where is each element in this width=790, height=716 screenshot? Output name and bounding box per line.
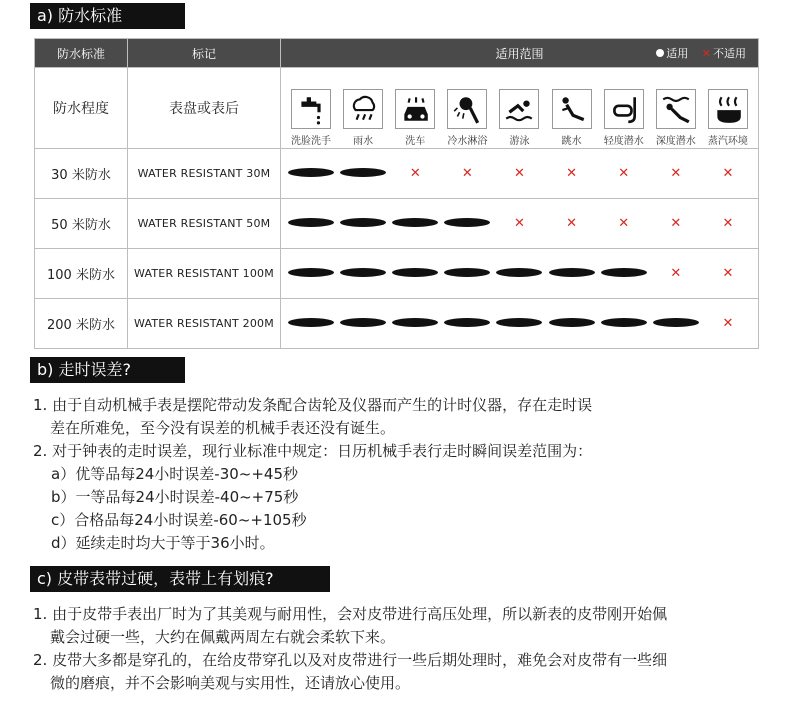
not-applicable-x-icon: ✕ bbox=[566, 166, 578, 181]
applicable-dot-icon bbox=[549, 266, 595, 281]
activity-label: 洗车 bbox=[405, 136, 426, 147]
marking-cell: WATER RESISTANT 50M bbox=[128, 199, 281, 249]
section-c-text bbox=[33, 603, 667, 695]
activity-column bbox=[705, 89, 751, 147]
applicable-dot-icon bbox=[496, 266, 542, 281]
not-applicable-x-icon: ✕ bbox=[722, 216, 734, 231]
applicable-dot-icon bbox=[444, 216, 490, 231]
activity-label: 雨水 bbox=[353, 136, 374, 147]
table-row bbox=[35, 299, 759, 349]
applicable-dot-icon bbox=[392, 216, 438, 231]
depth-cell: 50 米防水 bbox=[35, 199, 128, 249]
not-applicable-x-icon: ✕ bbox=[566, 216, 578, 231]
rain-icon bbox=[343, 89, 383, 129]
table-row bbox=[35, 199, 759, 249]
activity-column bbox=[549, 89, 595, 147]
applicable-dot-icon bbox=[340, 166, 386, 181]
activity-column bbox=[392, 89, 438, 147]
water-resistance-table bbox=[34, 38, 759, 349]
legend-dot-icon bbox=[656, 49, 664, 57]
diving-icon bbox=[552, 89, 592, 129]
applicable-dot-icon bbox=[392, 266, 438, 281]
applicable-dot-icon bbox=[444, 316, 490, 331]
suitability-marks bbox=[281, 316, 758, 331]
applicable-dot-icon bbox=[549, 316, 595, 331]
applicable-dot-icon bbox=[288, 216, 334, 231]
applicable-dot-icon bbox=[340, 216, 386, 231]
header-mark: 标记 bbox=[128, 39, 281, 68]
b-item: b）一等品每24小时误差-40~+75秒 bbox=[51, 488, 299, 506]
not-applicable-x-icon: ✕ bbox=[514, 166, 525, 181]
steam-icon bbox=[708, 89, 748, 129]
table-row bbox=[35, 249, 759, 299]
activity-column bbox=[288, 89, 334, 147]
not-applicable-x-icon: ✕ bbox=[670, 216, 682, 231]
applicable-dot-icon bbox=[653, 316, 699, 331]
section-a-header: a) 防水标准 bbox=[30, 3, 185, 29]
not-applicable-x-icon: ✕ bbox=[618, 216, 630, 231]
activity-label: 游泳 bbox=[509, 136, 530, 147]
scuba-icon bbox=[656, 89, 696, 129]
depth-cell: 30 米防水 bbox=[35, 149, 128, 199]
not-applicable-x-icon: ✕ bbox=[670, 266, 682, 281]
car-wash-icon bbox=[395, 89, 435, 129]
activity-label: 冷水淋浴 bbox=[447, 136, 488, 147]
subheader-mark: 表盘或表后 bbox=[128, 68, 281, 149]
activity-column bbox=[601, 89, 647, 147]
c-p2-line2: 微的磨痕，并不会影响美观与实用性，还请放心使用。 bbox=[50, 674, 411, 692]
activity-label: 深度潜水 bbox=[655, 136, 696, 147]
activity-column bbox=[653, 89, 699, 147]
applicable-dot-icon bbox=[496, 316, 542, 331]
applicable-dot-icon bbox=[340, 266, 386, 281]
applicable-dot-icon bbox=[288, 316, 334, 331]
applicable-dot-icon bbox=[444, 266, 490, 281]
applicable-dot-icon bbox=[288, 166, 334, 181]
activity-icons bbox=[281, 69, 758, 147]
legend: 适用 ✕ 不适用 bbox=[656, 45, 746, 61]
c-p2-line1: 2. 皮带大多都是穿孔的，在给皮带穿孔以及对皮带进行一些后期处理时，难免会对皮带有一些细 bbox=[33, 651, 668, 669]
marking-cell: WATER RESISTANT 100M bbox=[128, 249, 281, 299]
snorkel-icon bbox=[604, 89, 644, 129]
not-applicable-x-icon: ✕ bbox=[514, 216, 525, 231]
legend-x-icon: ✕ bbox=[701, 47, 711, 60]
applicable-dot-icon bbox=[340, 316, 386, 331]
suitability-marks bbox=[281, 266, 758, 281]
not-applicable-x-icon: ✕ bbox=[722, 316, 734, 331]
swimming-icon bbox=[499, 89, 539, 129]
activity-label: 轻度潜水 bbox=[603, 136, 644, 147]
table-row bbox=[35, 149, 759, 199]
activity-column bbox=[496, 89, 542, 147]
not-applicable-x-icon: ✕ bbox=[461, 166, 473, 181]
not-applicable-x-icon: ✕ bbox=[670, 166, 682, 181]
not-applicable-x-icon: ✕ bbox=[722, 266, 734, 281]
faucet-icon bbox=[291, 89, 331, 129]
b-item: c）合格品每24小时误差-60~+105秒 bbox=[51, 511, 307, 529]
not-applicable-x-icon: ✕ bbox=[409, 166, 421, 181]
not-applicable-x-icon: ✕ bbox=[722, 166, 734, 181]
applicable-dot-icon bbox=[601, 266, 647, 281]
header-standard: 防水标准 bbox=[35, 39, 128, 68]
c-p1-line2: 戴会过硬一些，大约在佩戴两周左右就会柔软下来。 bbox=[50, 628, 396, 646]
marking-cell: WATER RESISTANT 30M bbox=[128, 149, 281, 199]
marking-cell: WATER RESISTANT 200M bbox=[128, 299, 281, 349]
applicable-dot-icon bbox=[288, 266, 334, 281]
section-b-header: b) 走时误差? bbox=[30, 357, 185, 383]
depth-cell: 200 米防水 bbox=[35, 299, 128, 349]
suitability-marks bbox=[281, 166, 758, 181]
section-b-text bbox=[33, 394, 592, 555]
activity-label: 跳水 bbox=[561, 136, 582, 147]
applicable-dot-icon bbox=[392, 316, 438, 331]
b-p1-line2: 差在所难免，至今没有误差的机械手表还没有诞生。 bbox=[50, 419, 396, 437]
activity-label: 蒸汽环境 bbox=[707, 136, 748, 147]
activity-column bbox=[444, 89, 490, 147]
subheader-level: 防水程度 bbox=[35, 68, 128, 149]
activity-label: 洗脸洗手 bbox=[291, 136, 332, 147]
activity-column bbox=[340, 89, 386, 147]
applicable-dot-icon bbox=[601, 316, 647, 331]
section-c-header: c) 皮带表带过硬，表带上有划痕? bbox=[30, 566, 330, 592]
b-p2: 2. 对于钟表的走时误差，现行业标准中规定：日历机械手表行走时瞬间误差范围为： bbox=[33, 442, 593, 460]
not-applicable-x-icon: ✕ bbox=[618, 166, 630, 181]
header-scope: 适用范围 适用 ✕ 不适用 bbox=[281, 39, 759, 68]
suitability-marks bbox=[281, 216, 758, 231]
depth-cell: 100 米防水 bbox=[35, 249, 128, 299]
c-p1-line1: 1. 由于皮带手表出厂时为了其美观与耐用性，会对皮带进行高压处理，所以新表的皮带刚开始佩 bbox=[33, 605, 668, 623]
b-p1-line1: 1. 由于自动机械手表是摆陀带动发条配合齿轮及仪器而产生的计时仪器，存在走时误 bbox=[33, 396, 593, 414]
b-item: d）延续走时均大于等于36小时。 bbox=[51, 534, 275, 552]
shower-icon bbox=[447, 89, 487, 129]
b-item: a）优等品每24小时误差-30~+45秒 bbox=[51, 465, 299, 483]
